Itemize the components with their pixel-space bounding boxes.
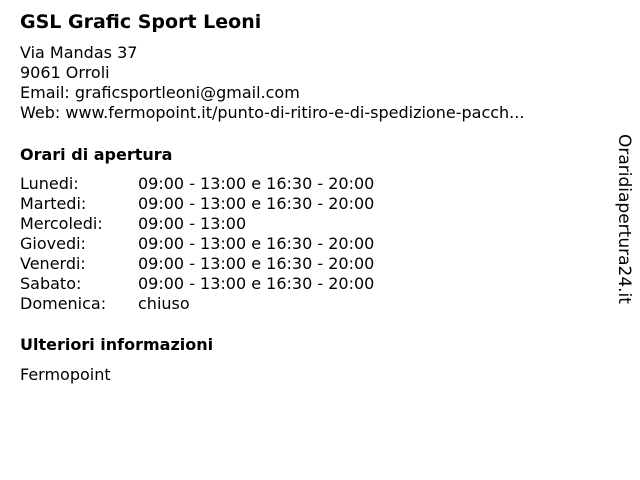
- day-label: Sabato:: [20, 274, 82, 293]
- day-hours: 09:00 - 13:00 e 16:30 - 20:00: [138, 174, 375, 193]
- address-street: Via Mandas 37: [20, 43, 138, 62]
- site-watermark: Oraridiapertura24.it: [614, 134, 634, 304]
- address-city: 9061 Orroli: [20, 63, 110, 82]
- store-name: GSL Grafic Sport Leoni: [20, 11, 262, 33]
- store-contact-block: [20, 43, 590, 123]
- day-label: Giovedi:: [20, 234, 86, 253]
- day-label: Martedi:: [20, 194, 87, 213]
- info-section-title: Ulteriori informazioni: [20, 335, 214, 354]
- info-text: Fermopoint: [20, 365, 111, 384]
- day-label: Venerdi:: [20, 254, 86, 273]
- day-hours: 09:00 - 13:00 e 16:30 - 20:00: [138, 254, 375, 273]
- day-hours: 09:00 - 13:00 e 16:30 - 20:00: [138, 194, 375, 213]
- day-label: Mercoledi:: [20, 214, 103, 233]
- day-hours: 09:00 - 13:00 e 16:30 - 20:00: [138, 274, 375, 293]
- day-hours: 09:00 - 13:00 e 16:30 - 20:00: [138, 234, 375, 253]
- web-line: Web: www.fermopoint.it/punto-di-ritiro-e-di-spedizione-pacch...: [20, 103, 525, 122]
- email-line: Email: graficsportleoni@gmail.com: [20, 83, 300, 102]
- day-label: Lunedi:: [20, 174, 79, 193]
- day-hours: 09:00 - 13:00: [138, 214, 247, 233]
- day-label: Domenica:: [20, 294, 107, 313]
- day-hours: chiuso: [138, 294, 190, 313]
- hours-section-title: Orari di apertura: [20, 145, 173, 164]
